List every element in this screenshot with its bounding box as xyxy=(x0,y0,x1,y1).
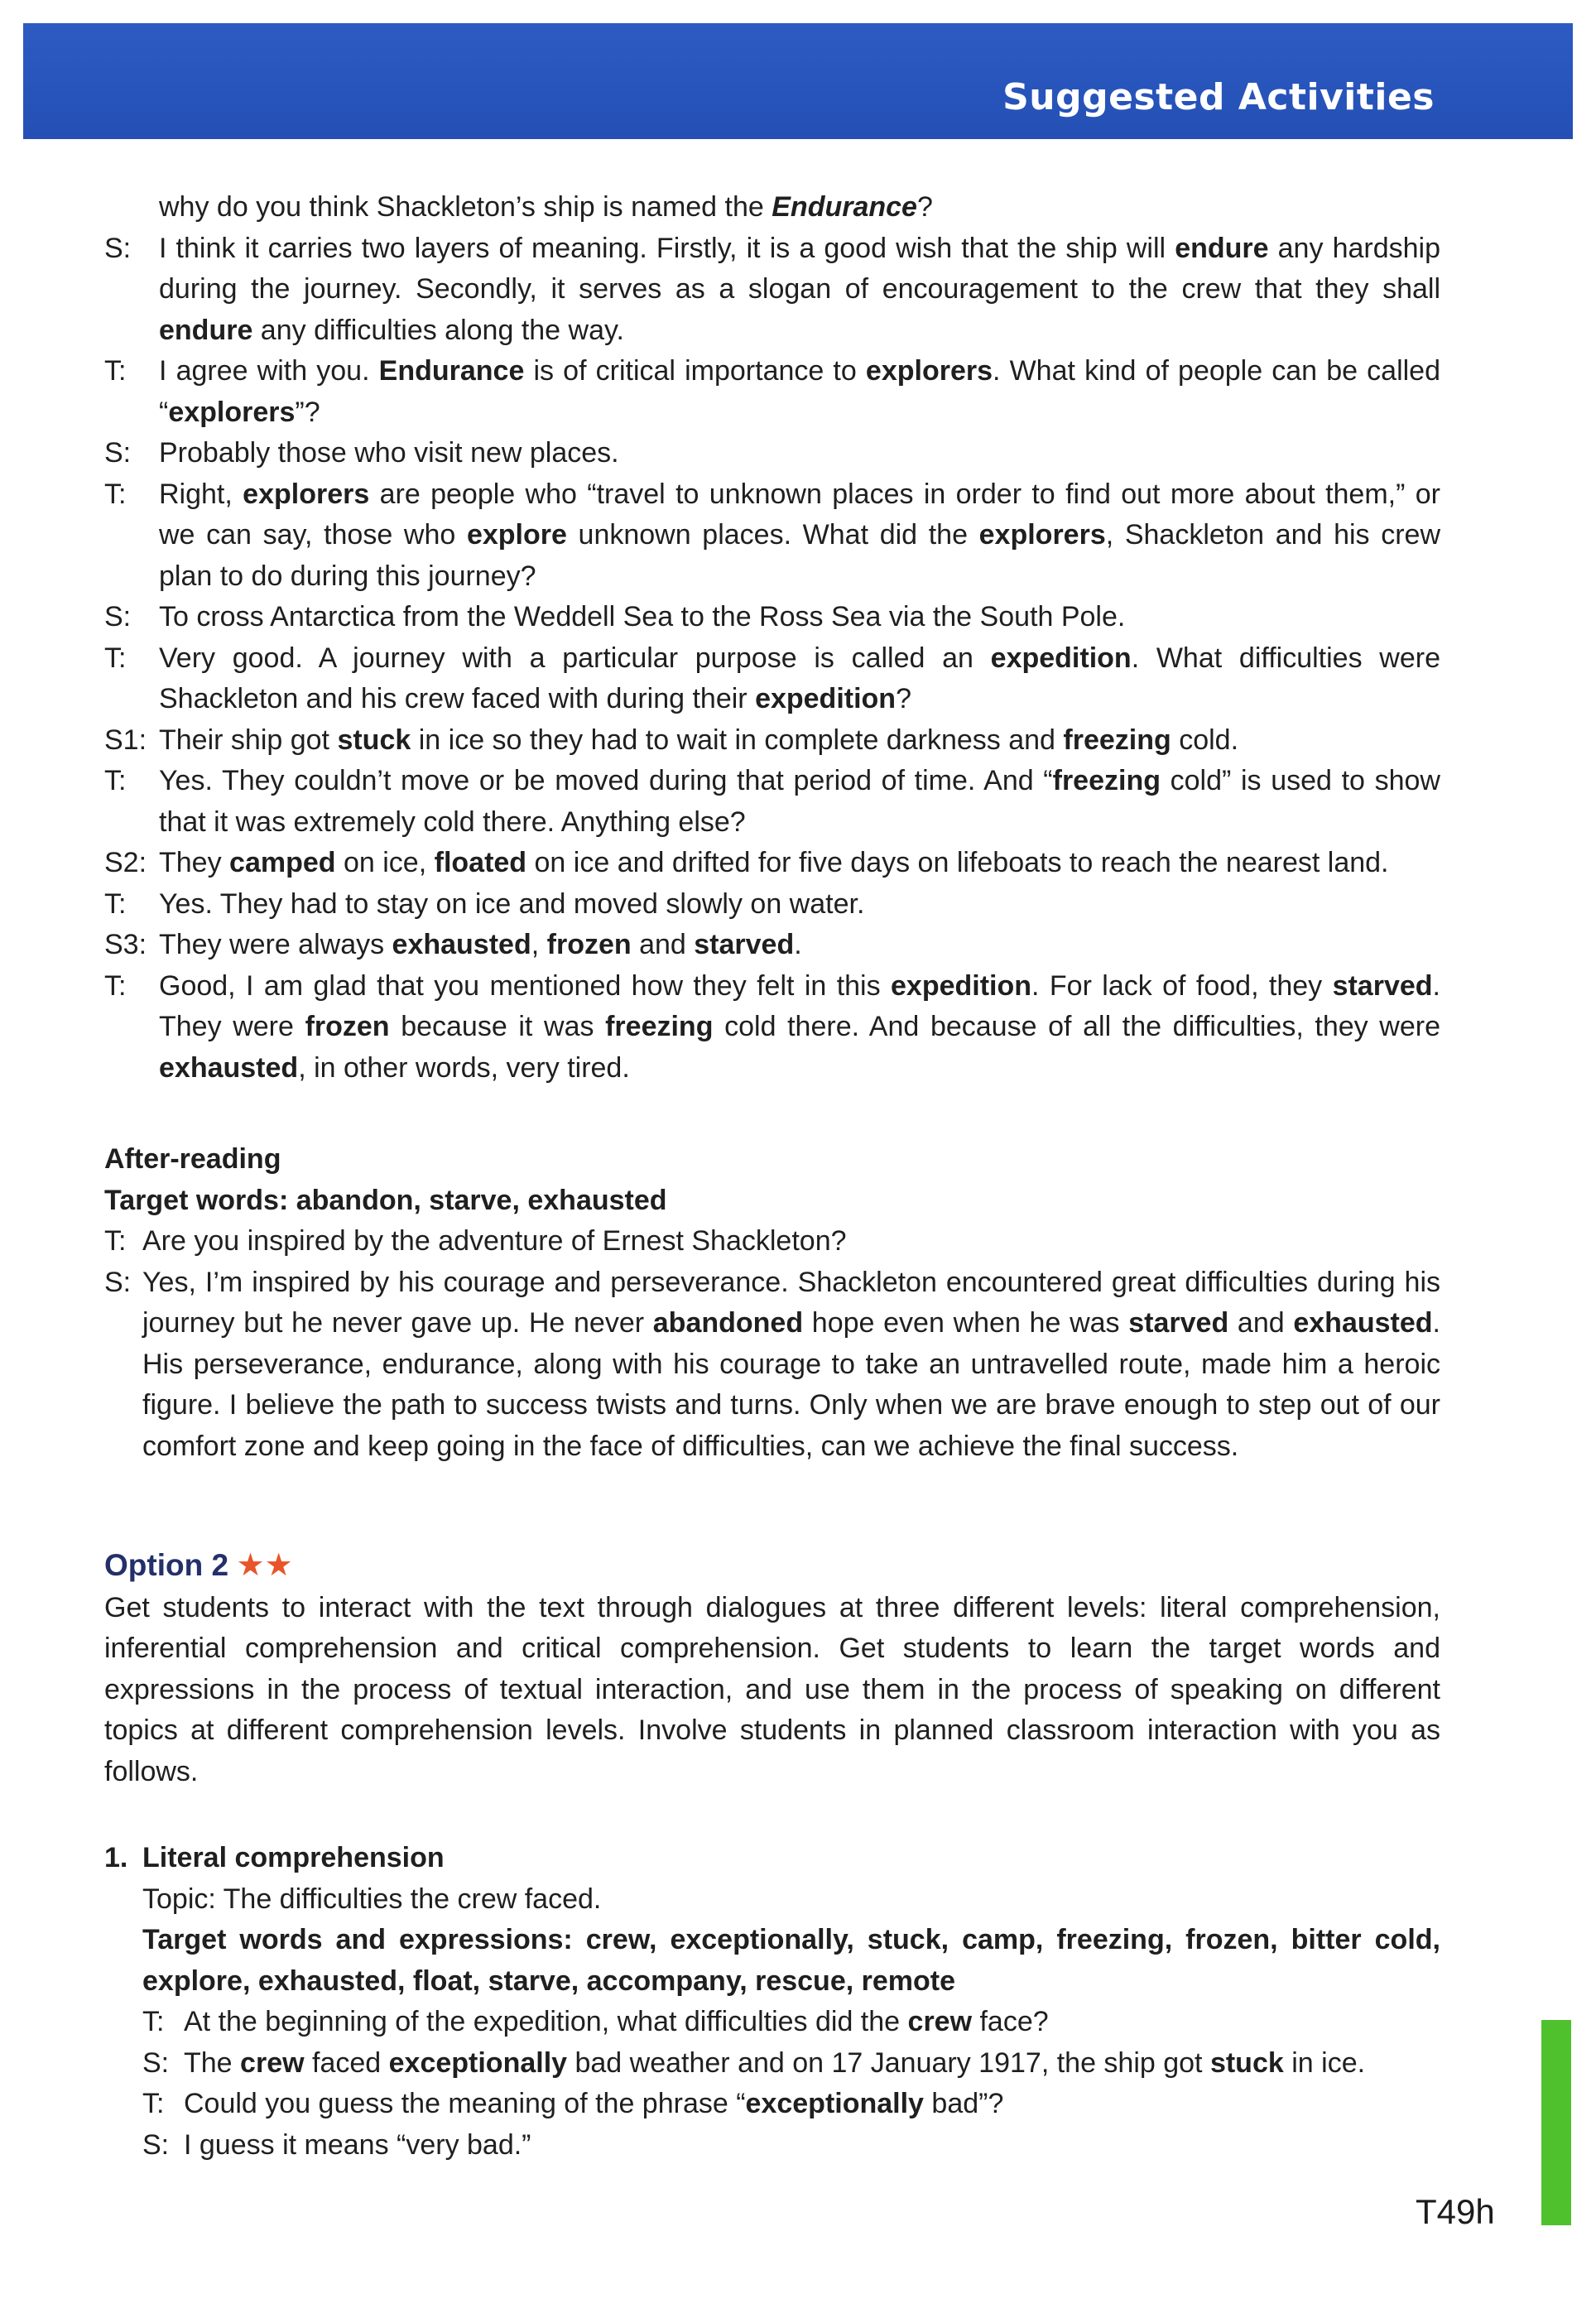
speaker-label: T: xyxy=(104,765,127,796)
dialogue-text: They camped on ice, floated on ice and drifted for five days on lifeboats to reach the nearest land. xyxy=(159,847,1389,878)
dialogue-text: Are you inspired by the adventure of Ernest Shackleton? xyxy=(142,1225,847,1257)
dialogue-text: Yes, I’m inspired by his courage and perseverance. Shackleton encountered great difficulties during his journey but he never gave up. He never abandoned hope even when he was starved and exhausted. His perseverance, endurance, along with his courage to take an untravelled route, made him a heroic figure. I believe the path to success twists and turns. Only when we are brave enough to step out of our comfort zone and keep going in the face of difficulties, can we achieve the final success. xyxy=(142,1266,1440,1462)
literal-target-words: Target words and expressions: crew, exceptionally, stuck, camp, freezing, frozen, bitter cold, explore, exhausted, float, starve, accompany, rescue, remote xyxy=(142,1924,1440,1997)
speaker-label: T: xyxy=(104,642,127,674)
dialogue-line xyxy=(142,2002,1440,2043)
page-title: Suggested Activities xyxy=(1002,76,1435,118)
dialogue-line xyxy=(104,433,1440,474)
literal-comprehension-section xyxy=(104,1838,1440,2166)
dialogue-line xyxy=(142,2084,1440,2125)
dialogue-text: Probably those who visit new places. xyxy=(159,437,619,469)
dialogue-line xyxy=(104,761,1440,843)
dialogue-text: Their ship got stuck in ice so they had to wait in complete darkness and freezing cold. xyxy=(159,724,1239,756)
after-reading-section xyxy=(104,1139,1440,1467)
dialogue-line xyxy=(104,1262,1440,1468)
dialogue-section xyxy=(104,187,1440,1089)
dialogue-text: Right, explorers are people who “travel to unknown places in order to find out more about them,” or we can say, those who explore unknown places. What did the explorers, Shackleton and his crew plan to do during this journey? xyxy=(159,478,1441,592)
dialogue-text: Yes. They had to stay on ice and moved slowly on water. xyxy=(159,887,865,920)
dialogue-line xyxy=(104,1221,1440,1262)
dialogue-line xyxy=(104,884,1440,926)
dialogue-line xyxy=(142,2043,1440,2085)
dialogue-line xyxy=(104,843,1440,884)
dialogue-text: Very good. A journey with a particular purpose is called an expedition. What difficulties were Shackleton and his crew faced with during their expedition? xyxy=(159,642,1440,714)
speaker-label: S: xyxy=(104,1266,132,1298)
dialogue-text: Could you guess the meaning of the phrase “exceptionally bad”? xyxy=(184,2088,1004,2119)
dialogue-text: I think it carries two layers of meaning. Firstly, it is a good wish that the ship will endure any hardship during the journey. Secondly, it serves as a slogan of encouragement to the crew that they shall endure any difficulties along the way. xyxy=(159,232,1440,346)
speaker-label: T: xyxy=(104,887,127,920)
literal-dialogue xyxy=(142,2002,1440,2166)
dialogue-text: They were always exhausted, frozen and starved. xyxy=(159,929,802,960)
speaker-label: T: xyxy=(104,1225,127,1257)
speaker-label: S1: xyxy=(104,724,147,756)
speaker-label: S: xyxy=(104,601,132,632)
speaker-label: S: xyxy=(104,232,132,264)
dialogue-text: To cross Antarctica from the Weddell Sea to the Ross Sea via the South Pole. xyxy=(159,601,1126,632)
dialogue-line xyxy=(104,720,1440,762)
dialogue-line xyxy=(104,474,1440,598)
dialogue-line xyxy=(104,187,1440,228)
dialogue-line xyxy=(142,2125,1440,2167)
section-number: 1. xyxy=(104,1842,128,1873)
after-reading-heading: After-reading xyxy=(104,1143,281,1175)
literal-heading: Literal comprehension xyxy=(142,1842,445,1873)
speaker-label: S: xyxy=(142,2046,170,2079)
dialogue-line xyxy=(104,966,1440,1089)
dialogue-text: Good, I am glad that you mentioned how they felt in this expedition. For lack of food, they starved. They were frozen because it was freezing cold there. And because of all the difficulties, they were exhausted, in other words, very tired. xyxy=(159,969,1440,1084)
target-words: Target words: abandon, starve, exhausted xyxy=(104,1184,667,1216)
dialogue-line xyxy=(104,597,1440,638)
dialogue-text: At the beginning of the expedition, what difficulties did the crew face? xyxy=(184,2006,1049,2037)
star-icon: ★★ xyxy=(236,1548,293,1583)
section-tab xyxy=(1541,2020,1571,2225)
dialogue-text: why do you think Shackleton’s ship is named the Endurance? xyxy=(159,191,933,223)
option-title: Option 2 xyxy=(104,1548,229,1582)
literal-topic: Topic: The difficulties the crew faced. xyxy=(142,1883,602,1915)
speaker-label: S2: xyxy=(104,847,147,878)
option-heading xyxy=(104,1545,1440,1588)
dialogue-text: The crew faced exceptionally bad weather and on 17 January 1917, the ship got stuck in ice. xyxy=(184,2046,1366,2079)
speaker-label: S: xyxy=(104,437,132,469)
option-description: Get students to interact with the text through dialogues at three different levels: literal comprehension, inferential comprehension and critical comprehension. Get students to learn the target words and expressions in the process of textual interaction, and use them in the process of speaking on different topics at different comprehension levels. Involve students in planned classroom interaction with you as follows. xyxy=(104,1591,1440,1787)
dialogue-line xyxy=(104,228,1440,352)
speaker-label xyxy=(104,187,159,228)
dialogue-text: I guess it means “very bad.” xyxy=(184,2128,531,2161)
speaker-label: S3: xyxy=(104,929,147,960)
dialogue-line xyxy=(104,925,1440,966)
speaker-label: T: xyxy=(104,478,127,510)
dialogue-text: I agree with you. Endurance is of critical importance to explorers. What kind of people can be called “explorers”? xyxy=(159,355,1440,428)
speaker-label: S: xyxy=(142,2128,170,2161)
after-reading-dialogue xyxy=(104,1221,1440,1467)
speaker-label: T: xyxy=(104,355,127,387)
speaker-label: T: xyxy=(104,969,127,1002)
speaker-label: T: xyxy=(142,2088,165,2119)
option-2-section xyxy=(104,1545,1440,1792)
dialogue-text: Yes. They couldn’t move or be moved during that period of time. And “freezing cold” is used to show that it was extremely cold there. Anything else? xyxy=(159,765,1440,838)
dialogue-line xyxy=(104,638,1440,720)
speaker-label: T: xyxy=(142,2006,165,2037)
dialogue-line xyxy=(104,351,1440,433)
page-number: T49h xyxy=(1416,2192,1495,2231)
